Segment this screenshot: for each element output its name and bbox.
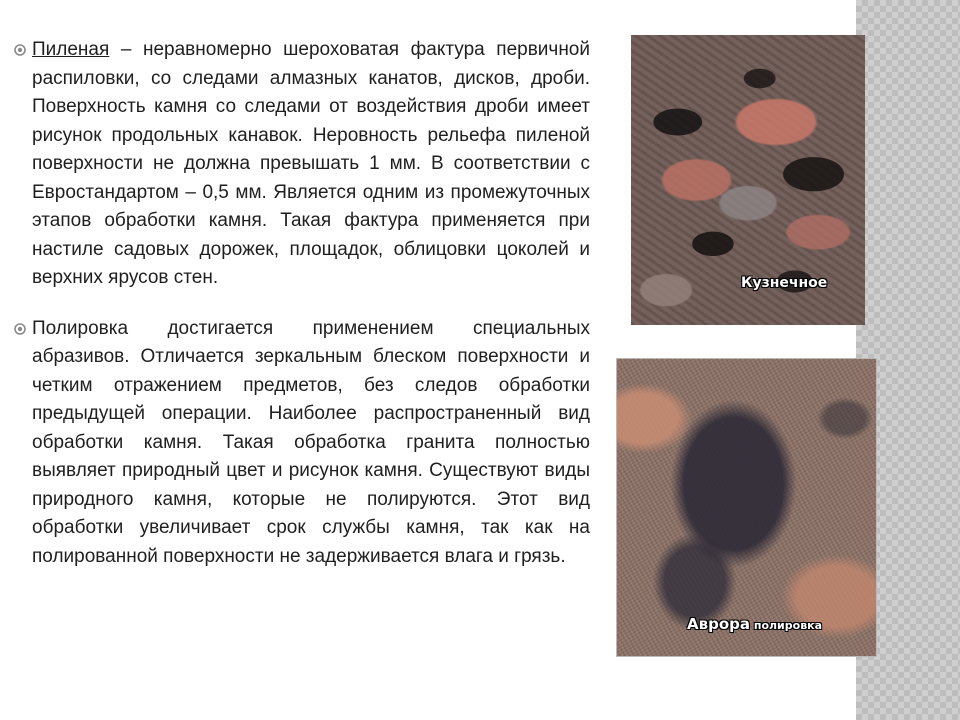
paragraph-polishing xyxy=(14,315,590,572)
stone-caption-avrora xyxy=(687,615,822,633)
term-sawn: Пиленая xyxy=(32,39,110,60)
stone-image-kuznechnoe xyxy=(631,35,865,325)
stone-caption-avrora-suffix: полировка xyxy=(750,619,823,632)
paragraph-polishing-text: Полировка достигается применением специальных абразивов. Отличается зеркальным блеском поверхности и четким отражением предметов, без следов обработки предыдущей операции. Наиболее распространенный вид обработки камня. Такая обработка гранита полностью выявляет природный цвет и рисунок камня. Существуют виды природного камня, которые не полируются. Этот вид обработки увеличивает срок службы камня, так как на полированной поверхности не задерживается влага и грязь. xyxy=(32,317,590,567)
paragraph-sawn xyxy=(14,36,590,293)
stone-caption-avrora-name: Аврора xyxy=(687,615,751,633)
bullet-icon xyxy=(14,44,26,56)
stone-image-avrora xyxy=(616,358,877,657)
stone-caption-kuznechnoe: Кузнечное xyxy=(741,275,828,291)
text-column xyxy=(14,36,590,571)
paragraph-sawn-text: – неравномерно шероховатая фактура первичной распиловки, со следами алмазных канатов, дисков, дроби. Поверхность камня со следами от воздействия дроби имеет рисунок продольных канавок. Неровность рельефа пиленой поверхности не должна превышать 1 мм. В соответствии с Евростандартом – 0,5 мм. Является одним из промежуточных этапов обработки камня. Такая фактура применяется при настиле садовых дорожек, площадок, облицовки цоколей и верхних ярусов стен. xyxy=(32,39,590,288)
bullet-icon xyxy=(14,323,26,335)
